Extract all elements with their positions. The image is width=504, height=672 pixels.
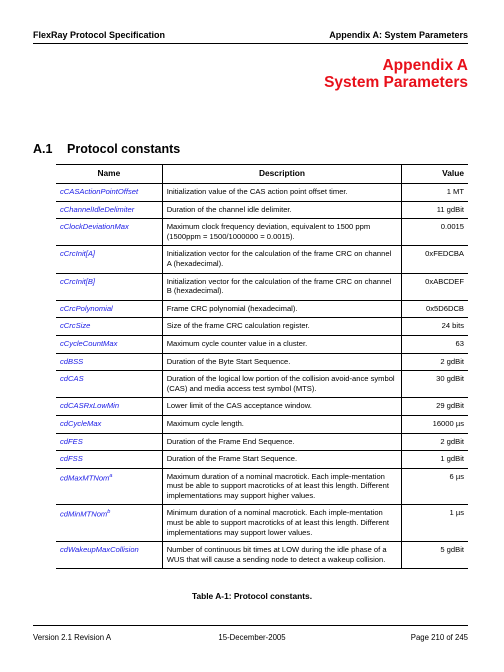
constant-description: Size of the frame CRC calculation register.: [162, 318, 402, 336]
running-header-title: FlexRay Protocol Specification: [33, 30, 166, 40]
constant-value: 63: [402, 335, 468, 353]
footnote-marker: b: [107, 509, 111, 516]
constant-description: Minimum duration of a nominal macrotick. Each imple-mentation must be able to support macroticks of at least this length. Different implementations may support lower values.: [162, 505, 402, 542]
footnote-marker: a: [109, 472, 113, 479]
constant-description: Lower limit of the CAS acceptance window.: [162, 398, 402, 416]
footer-version: Version 2.1 Revision A: [33, 633, 112, 642]
table-row: [56, 433, 468, 451]
constant-value: 2 gdBit: [402, 353, 468, 371]
constant-value: 24 bits: [402, 318, 468, 336]
constant-description: Frame CRC polynomial (hexadecimal).: [162, 300, 402, 318]
column-header-value: Value: [402, 165, 468, 184]
constant-name-text: cdMinMTNom: [60, 510, 108, 519]
appendix-title-line1: Appendix A: [382, 57, 468, 74]
header-divider: [33, 43, 468, 44]
footer-date: 15-December-2005: [218, 633, 286, 642]
table-body: [56, 184, 468, 569]
constant-name: [56, 219, 162, 246]
constant-value: 16000 µs: [402, 415, 468, 433]
table-row: [56, 184, 468, 202]
column-header-description: Description: [162, 165, 402, 184]
table-row: [56, 371, 468, 398]
table-row: [56, 318, 468, 336]
appendix-title-line2: System Parameters: [324, 74, 468, 91]
constant-name: [56, 184, 162, 202]
table-row: [56, 246, 468, 273]
constant-description: Maximum duration of a nominal macrotick. Each imple-mentation must be able to support macroticks of at least this length. Different implementations may support higher values.: [162, 468, 402, 505]
constant-value: 1 MT: [402, 184, 468, 202]
constant-name: [56, 246, 162, 273]
constant-name-text: cdMaxMTNom: [60, 473, 110, 483]
protocol-constants-table: [56, 164, 468, 569]
table-row: [56, 219, 468, 246]
constant-value: 0xFEDCBA: [402, 246, 468, 273]
constant-name-text: cdBSS: [60, 356, 84, 366]
constant-name-text: cClockDeviationMax: [60, 222, 129, 232]
constant-name: [56, 371, 162, 398]
table-caption: Table A-1: Protocol constants.: [191, 591, 313, 601]
constant-value: 0xABCDEF: [402, 273, 468, 300]
constant-name: [56, 542, 162, 569]
constant-name: [56, 468, 162, 505]
constant-description: Initialization vector for the calculation of the frame CRC on channel B (hexadecimal).: [162, 273, 402, 300]
table-row: [56, 542, 468, 569]
table-row: [56, 273, 468, 300]
constant-description: Duration of the Byte Start Sequence.: [162, 353, 402, 371]
footer-divider: [33, 625, 468, 626]
constant-name: [56, 415, 162, 433]
constant-name-text: cCrcInit[B]: [60, 276, 96, 286]
constant-name-text: cCASActionPointOffset: [60, 187, 139, 196]
constant-name: [56, 433, 162, 451]
constant-description: Initialization vector for the calculation of the frame CRC on channel A (hexadecimal).: [162, 246, 402, 273]
constant-value: 30 gdBit: [402, 371, 468, 398]
constant-value: 0.0015: [402, 219, 468, 246]
table-row: [56, 505, 468, 542]
table-row: [56, 398, 468, 416]
constant-name-text: cCycleCountMax: [60, 338, 118, 348]
constant-name: [56, 318, 162, 336]
constant-name-text: cdFSS: [60, 454, 83, 464]
column-header-name: Name: [56, 165, 162, 184]
constant-name-text: cdCycleMax: [60, 418, 102, 428]
section-heading: [33, 142, 180, 156]
constant-value: 1 gdBit: [402, 451, 468, 469]
constant-description: Duration of the Frame End Sequence.: [162, 433, 402, 451]
constant-name: [56, 505, 162, 542]
constant-description: Duration of the channel idle delimiter.: [162, 201, 402, 219]
table-row: [56, 201, 468, 219]
constant-value: 0x5D6DCB: [402, 300, 468, 318]
constant-name: [56, 398, 162, 416]
constant-name-text: cdCASRxLowMin: [60, 401, 120, 411]
section-number: A.1: [33, 142, 53, 156]
table-row: [56, 451, 468, 469]
constant-name-text: cCrcPolynomial: [60, 303, 113, 313]
constant-value: 2 gdBit: [402, 433, 468, 451]
constant-name: [56, 335, 162, 353]
appendix-title: [324, 57, 468, 91]
constant-description: Initialization value of the CAS action point offset timer.: [162, 184, 402, 202]
constant-description: Number of continuous bit times at LOW during the idle phase of a WUS that will cause a sending node to detect a wakeup collision.: [162, 542, 402, 569]
constant-name-text: cdWakeupMaxCollision: [60, 545, 139, 555]
section-title-text: Protocol constants: [67, 142, 181, 156]
constant-name: [56, 353, 162, 371]
table-row: [56, 468, 468, 505]
running-header-section: Appendix A: System Parameters: [329, 30, 468, 40]
table-row: [56, 300, 468, 318]
constant-name: [56, 273, 162, 300]
constant-description: Duration of the logical low portion of the collision avoid-ance symbol (CAS) and media access test symbol (MTS).: [162, 371, 402, 398]
table-row: [56, 415, 468, 433]
constant-value: 11 gdBit: [402, 201, 468, 219]
constant-description: Maximum cycle counter value in a cluster.: [162, 335, 402, 353]
constant-value: 29 gdBit: [402, 398, 468, 416]
constant-value: 6 µs: [402, 468, 468, 505]
footer-page-number: Page 210 of 245: [410, 633, 468, 642]
constant-name-text: cdCAS: [60, 374, 84, 384]
constant-value: 1 µs: [402, 505, 468, 542]
constant-value: 5 gdBit: [402, 542, 468, 569]
constant-name-text: cChannelIdleDelimiter: [60, 204, 135, 214]
constant-name-text: cCrcSize: [60, 321, 91, 331]
constant-name: [56, 201, 162, 219]
constant-description: Maximum cycle length.: [162, 415, 402, 433]
constant-name-text: cCrcInit[A]: [60, 249, 96, 259]
constant-name: [56, 300, 162, 318]
constant-description: Maximum clock frequency deviation, equivalent to 1500 ppm (1500ppm = 1500/1000000 = 0.0015).: [162, 219, 402, 246]
constant-name-text: cdFES: [60, 436, 83, 446]
constant-description: Duration of the Frame Start Sequence.: [162, 451, 402, 469]
table-row: [56, 335, 468, 353]
constant-name: [56, 451, 162, 469]
table-row: [56, 353, 468, 371]
